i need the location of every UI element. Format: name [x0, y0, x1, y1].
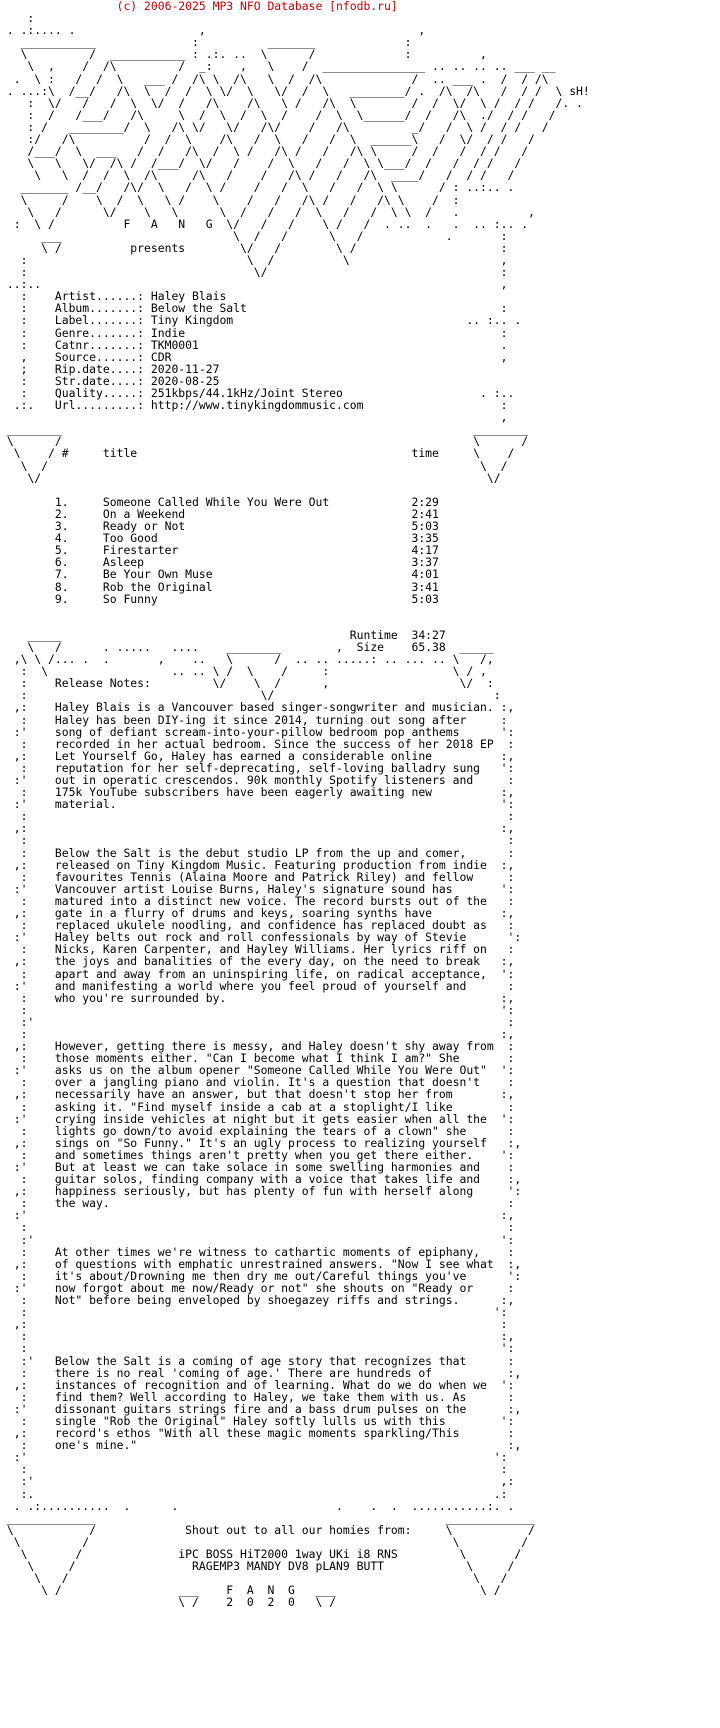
nfo-line: \ \ / / \ /\ /\ / / /\ / / /\ ____/ / / / /	[0, 168, 515, 183]
nfo-line: : ':	[0, 1305, 508, 1320]
nfo-line: \ / \ /	[0, 434, 529, 449]
nfo-line: : guitar solos, finding company with a voice that takes life and :,	[0, 1172, 522, 1187]
nfo-line: : and sometimes things aren't pretty when you get there either. ':	[0, 1147, 515, 1162]
nfo-line: : Genre.......: Indie :	[0, 325, 508, 340]
nfo-line: ..:.. ,	[0, 277, 508, 292]
nfo-line: :' dissonant guitars strings fire and a bass drum pulses on the :,	[0, 1401, 522, 1416]
nfo-line: : one's mine." :,	[0, 1438, 522, 1453]
nfo-line: :	[0, 11, 35, 26]
nfo-line: ,: sings on "So Funny." It's an ugly process to realizing yourself :,	[0, 1135, 522, 1150]
nfo-line: : matured into a distinct new voice. The record bursts out of the :	[0, 893, 515, 908]
nfo-line: : Album.......: Below the Salt :	[0, 301, 508, 316]
nfo-line: \ / RAGEMP3 MANDY DV8 pLAN9 BUTT \ /	[0, 1559, 515, 1574]
nfo-line: : \/ / / \ \/ / /\ /\ \ / /\ \ / / \/ \ / / / /. .	[0, 95, 583, 110]
nfo-line: \ / . ..... .... ________ , Size 65.38 _____	[0, 639, 494, 654]
nfo-line: :' Haley belts out rock and roll confessionals by way of Stevie ':	[0, 930, 522, 945]
nfo-line: 2. On a Weekend 2:41	[0, 506, 439, 521]
nfo-line: ,: happiness seriously, but has plenty of fun with herself along ':	[0, 1184, 522, 1199]
nfo-line: :' :	[0, 1014, 515, 1029]
nfo-line: \ / \ /	[0, 1571, 508, 1586]
nfo-line: :' material. ':	[0, 797, 515, 812]
nfo-line: : :	[0, 833, 515, 848]
nfo-line: : Label.......: Tiny Kingdom .. :.. .	[0, 313, 522, 328]
nfo-line: ,: record's ethos "With all these magic moments sparkling/This :	[0, 1426, 515, 1441]
nfo-line: ,: :	[0, 1317, 508, 1332]
nfo-line: \ / ___________ : .:. .. \ / : ,	[0, 47, 487, 62]
nfo-line: ___ \ / / \ / . :	[0, 228, 508, 243]
nfo-line: : find them? Well according to Haley, we take them with us. As :	[0, 1389, 515, 1404]
nfo-line: : over a jangling piano and violin. It's a question that doesn't :	[0, 1075, 515, 1090]
nfo-line: \ / presents \/ / \ / :	[0, 240, 508, 255]
nfo-line: ,: necessarily have an answer, but that doesn't stop her from :,	[0, 1087, 515, 1102]
nfo-line: ,: Haley Blais is a Vancouver based singer-songwriter and musician. :,	[0, 700, 515, 715]
nfo-line	[0, 605, 720, 617]
nfo-line: \ / \/ \ \ \ / / / \ / / \ \ / . ,	[0, 204, 535, 219]
nfo-line: :' asks us on the album opener "Someone Called While You Were Out" ':	[0, 1063, 515, 1078]
nfo-line: _____ Runtime 34:27	[0, 627, 446, 642]
nfo-line: :' :,	[0, 1208, 515, 1223]
nfo-line: \ / \ /	[0, 458, 508, 473]
nfo-line: ,: :,	[0, 821, 515, 836]
nfo-line: : favourites Tennis (Alaina Moore and Patrick Riley) and fellow :	[0, 869, 515, 884]
nfo-line: ,: released on Tiny Kingdom Music. Featuring production from indie :,	[0, 857, 515, 872]
nfo-line: : \ / F A N G \/ / / \ / / . .. . . .. :.. .	[0, 216, 529, 231]
nfo-line: 3. Ready or Not 5:03	[0, 519, 439, 534]
nfo-line: \ / Shout out to all our homies from: \ /	[0, 1522, 535, 1537]
nfo-line: :' out in operatic crescendos. 90k monthly Spotify listeners and :	[0, 773, 515, 787]
nfo-line: \/ \/	[0, 470, 501, 485]
copyright-header: (c) 2006-2025 MP3 NFO Database [nfodb.ru]	[0, 0, 398, 13]
nfo-line: : it's about/Drowning me then dry me out/Careful things you've ':	[0, 1268, 522, 1283]
nfo-line: : Below the Salt is the debut studio LP from the up and comer, :	[0, 845, 515, 860]
nfo-line: : \/ :	[0, 265, 508, 280]
nfo-line: : asking it. "Find myself inside a cab at a stoplight/I like :	[0, 1099, 515, 1114]
nfo-line: ,: However, getting there is messy, and Haley doesn't shy away from :	[0, 1039, 515, 1054]
nfo-line: : those moments either. "Can I become what I think I am?" She :	[0, 1051, 515, 1066]
nfo-line: : Nicks, Karen Carpenter, and Hayley Williams. Her lyrics riff on :	[0, 942, 515, 957]
nfo-line: _____________ _____________	[0, 1510, 535, 1525]
nfo-line: :. .:	[0, 1486, 508, 1501]
nfo-line: \ / 2 0 2 0 \ /	[0, 1595, 337, 1609]
nfo-line: 6. Asleep 3:37	[0, 555, 439, 570]
nfo-line: ,: of questions with emphatic unrestrained answers. "Now I see what :,	[0, 1256, 522, 1271]
nfo-line: : :,	[0, 1026, 515, 1041]
nfo-line: . ...:\ /__/ /\ \ / / \ \/ \ \/ / \ ________/ . /\ /\ / / / \ sH!	[0, 83, 590, 98]
nfo-line: ,: instances of recognition and of learning. What do we do when we ':	[0, 1377, 515, 1392]
nfo-line: :' now forgot about me now/Ready or not" she shouts on "Ready or :	[0, 1280, 515, 1295]
nfo-line: 5. Firestarter 4:17	[0, 543, 439, 558]
nfo-line: : apart and away from an uninspiring life, on radical acceptance, ':	[0, 966, 515, 981]
nfo-line: ; Rip.date....: 2020-11-27	[0, 361, 220, 376]
nfo-line: ,: Let Yourself Go, Haley has earned a considerable online :,	[0, 748, 515, 763]
nfo-line: \ / \ / \ \ / \ / / /\ / / /\ \ / :	[0, 192, 460, 207]
nfo-line: : 175k YouTube subscribers have been eagerly awaiting new :,	[0, 785, 515, 800]
nfo-line: 7. Be Your Own Muse 4:01	[0, 567, 439, 582]
nfo-line: : ':	[0, 1002, 515, 1017]
nfo-line: : / ________/ \ /\ \/ \/ /\/ / /\ _/ / \ / / / /	[0, 119, 549, 134]
nfo-line: : recorded in her actual bedroom. Since the success of her 2018 EP :	[0, 736, 515, 751]
nfo-line: :/ /\ / / \ /\ / \ / / \ ______\ / \/ / / /	[0, 132, 535, 147]
nfo-line: : there is no real 'coming of age.' There are hundreds of :,	[0, 1365, 522, 1380]
nfo-line: : replaced ukulele noodling, and confidence has replaced doubt as :	[0, 918, 515, 933]
nfo-line: : :	[0, 1462, 508, 1477]
nfo-line: : Release Notes: \/ \ / , \/ :	[0, 676, 494, 691]
nfo-line: :' crying inside vehicles at night but it gets easier when all the ':	[0, 1111, 515, 1126]
nfo-line: ________ ________	[0, 422, 529, 437]
nfo-line: :' song of defiant scream-into-your-pillow bedroom pop anthems ':	[0, 724, 515, 739]
nfo-line: :' Below the Salt is a coming of age story that recognizes that :	[0, 1353, 515, 1368]
nfo-line: : Artist......: Haley Blais	[0, 289, 227, 304]
nfo-line: /___/ \ ___ / / /\ / \ / /\ / / /\ \ / / / / / /	[0, 144, 529, 159]
nfo-line: :' ':	[0, 1450, 508, 1465]
nfo-line: : \ .. .. \ / \ / : \ / ,	[0, 664, 487, 679]
nfo-line: . .:.......... . . . . . ...........:. .	[0, 1498, 515, 1513]
nfo-line: 8. Rob the Original 3:41	[0, 579, 439, 594]
nfo-line: . .:.... . , ,	[0, 23, 426, 38]
nfo-line: : ':	[0, 1341, 515, 1356]
nfo-line: \ , / /\ / _: , \ / _______________ .. .. .. .. ___ __	[0, 59, 556, 74]
nfo-line: :' Vancouver artist Louise Burns, Haley's signature sound has ':	[0, 881, 515, 896]
nfo-line: ,: gate in a flurry of drums and keys, soaring synths have :,	[0, 906, 515, 921]
nfo-line: _______ /__/ /\/ \ / \ / / / \ / / \ \ / : ..:.. .	[0, 180, 515, 195]
nfo-line: 1. Someone Called While You Were Out 2:29	[0, 494, 439, 509]
nfo-line: : Haley has been DIY-ing it since 2014, turning out song after :	[0, 712, 508, 727]
nfo-line: : \/ :	[0, 688, 501, 703]
nfo-line: : Quality.....: 251kbps/44.1kHz/Joint Stereo . :..	[0, 386, 515, 400]
nfo-line: ,: the joys and banalities of the every day, on the need to break :,	[0, 954, 515, 969]
nfo-line: .:. Url.........: http://www.tinykingdommusic.com :	[0, 398, 508, 413]
nfo-line: . \ : / / \ ___ / /\ \ /\ \ / /\ / .. ___ . / / /\	[0, 71, 549, 86]
nfo-line: \ / ___ F A N G ___ \ /	[0, 1583, 501, 1598]
nfo-line: : the way. :	[0, 1196, 515, 1211]
nfo-line: :' ,:	[0, 1474, 515, 1489]
nfo-line: \ / \ /	[0, 1534, 529, 1549]
nfo-line: : \ / \ ,	[0, 252, 508, 267]
nfo-line: :' But at least we can take solace in some swelling harmonies and :	[0, 1160, 515, 1174]
nfo-body	[0, 12, 720, 1608]
nfo-line: : At other times we're witness to cathartic moments of epiphany, :	[0, 1244, 515, 1259]
nfo-line: : :	[0, 1220, 515, 1235]
nfo-line: : / /___/ /\ \ / \ / \ / / \ \______/ / /\ ./ / / /	[0, 107, 556, 122]
nfo-line: \ / iPC BOSS HiT2000 1way UKi i8 RNS \ /	[0, 1547, 522, 1561]
nfo-line: 4. Too Good 3:35	[0, 531, 439, 546]
nfo-line: : Catnr.......: TKM0001 .	[0, 337, 508, 352]
nfo-line: : lights go down/to avoid explaining the tears of a clown" she :	[0, 1123, 515, 1138]
nfo-line: \ \ \/ /\ / /___/ \/ / / \ / / \ \___/ / / / / /	[0, 156, 522, 171]
nfo-line: ,	[0, 410, 508, 425]
nfo-line: : who you're surrounded by. :,	[0, 990, 515, 1005]
nfo-line: : Not" before being enveloped by shoegazey riffs and strings. :,	[0, 1293, 515, 1308]
nfo-line: 9. So Funny 5:03	[0, 591, 439, 606]
nfo-line: ___________ : _______ :	[0, 35, 412, 50]
nfo-line: :' and manifesting a world where you feel proud of yourself and :	[0, 978, 515, 993]
nfo-line: , Source......: CDR ,	[0, 349, 508, 364]
nfo-line: : Str.date....: 2020-08-25	[0, 373, 220, 388]
nfo-line: :' ':	[0, 1232, 515, 1247]
nfo-line: : single "Rob the Original" Haley softly lulls us with this ':	[0, 1413, 515, 1428]
nfo-line: : reputation for her self-deprecating, self-loving balladry sung ':	[0, 760, 515, 775]
nfo-line: \ / # title time \ /	[0, 446, 515, 461]
nfo-line: : :	[0, 809, 515, 824]
nfo-line: : :,	[0, 1329, 515, 1344]
nfo-line: ,\ \ /... . . , .. \ / .. .. .....: .. ... .. \ /,	[0, 652, 494, 667]
